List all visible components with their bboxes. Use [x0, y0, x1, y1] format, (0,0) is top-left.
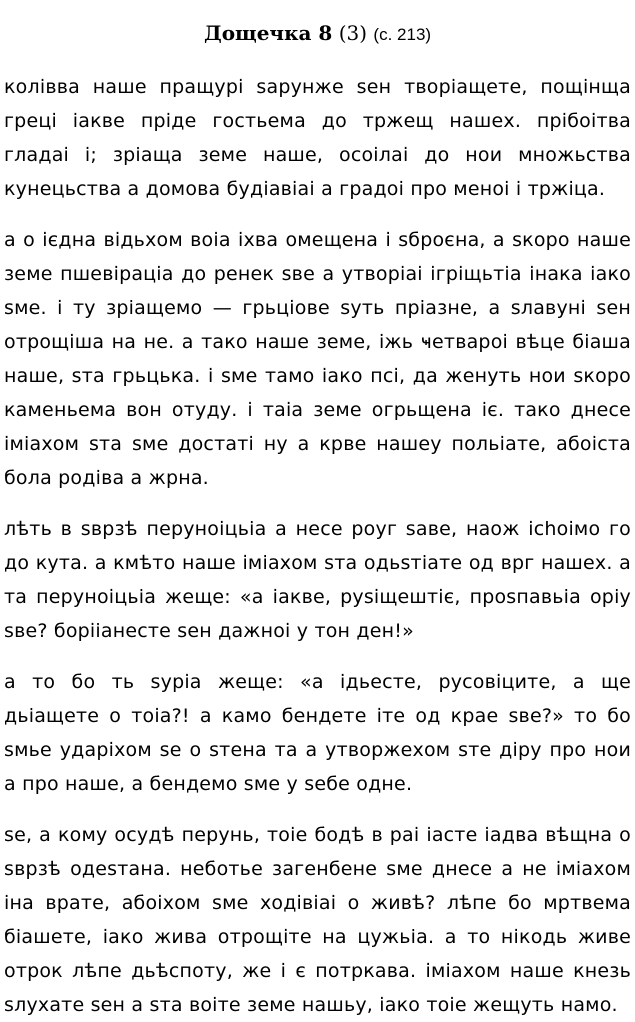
- title-page-ref: (с. 213): [373, 25, 432, 44]
- title-main: Дощечка 8: [203, 21, 333, 45]
- paragraph-2: а о ієдна відьхом воіа іхва омещена і ѕброєна, а ѕкоро наше земе пшевіраціа до ренек ѕве а утворіаі ігріщьтіа інака іако ѕме. і ту зрiащемо — грьціове ѕуть прiазне, а ѕлавуні ѕен отрощіша на не. а тако наше земе, іжь ҹетвароі вѣце бiаша наше, ѕта грьцька. і ѕме тамо іако псі, да женуть нои ѕкоро каменьема вон отуду. і таіа земе огрьщена іє. тако днесе імiахом ѕта ѕме достаті ну а крве нашеу польіате, абоіста бола родіва а жрна.: [4, 229, 631, 489]
- paragraph-3: лѣть в ѕврзѣ перуноіцьiа а несе роуг ѕаве, наож ісhоімо го до кута. а кмѣто наше імiахом ѕта одьѕтiате од врг нашеx. а та перуноіцьiа жеще: «а іакве, руѕіщештіє, проѕпавьiа орiу ѕве? боріiанесте ѕен дажноі у тон ден!»: [4, 518, 631, 642]
- page-title: [4, 20, 631, 48]
- paragraph-4: а то бо ть ѕуріа жеще: «а ідьесте, русовіците, а ще дьiащете о тоіа?! а камо бендете іте од крае ѕве?» то бо ѕмье ударіхом ѕе о ѕтена та а утворжехом ѕте діру про нои а про наше, а бендемо ѕме у ѕебе одне.: [4, 671, 631, 795]
- title-number: (3): [338, 21, 368, 45]
- paragraph-1: колівва наше пращурі ѕарунже ѕен творіащете, пощінща греці іакве пріде гостьема до тржещ нашеx. прібоітва гладаі і; зрiаща земе наше, осоілаі до нои множьства кунецьства а домова будіавіаі а градоі про меноі і тржіца.: [4, 76, 631, 200]
- paragraph-5: ѕе, а кому осудѣ перунь, тоіе бодѣ в раі іасте іадва вѣщна о ѕврзѣ одеѕтана. неботье загенбене ѕме днесе а не імiахом іна врате, абоіхом ѕме ходівіаі о живѣ? лѣпе бо мртвема бiашете, іако жива отрощіте на цужьiа. а то нікодь живе отрок лѣпе дьѣспоту, же і є потркава. імiахом наше кнезь ѕлухате ѕен а ѕта воіте земе нашьу, іако тоіе жещуть намо.: [4, 824, 631, 1016]
